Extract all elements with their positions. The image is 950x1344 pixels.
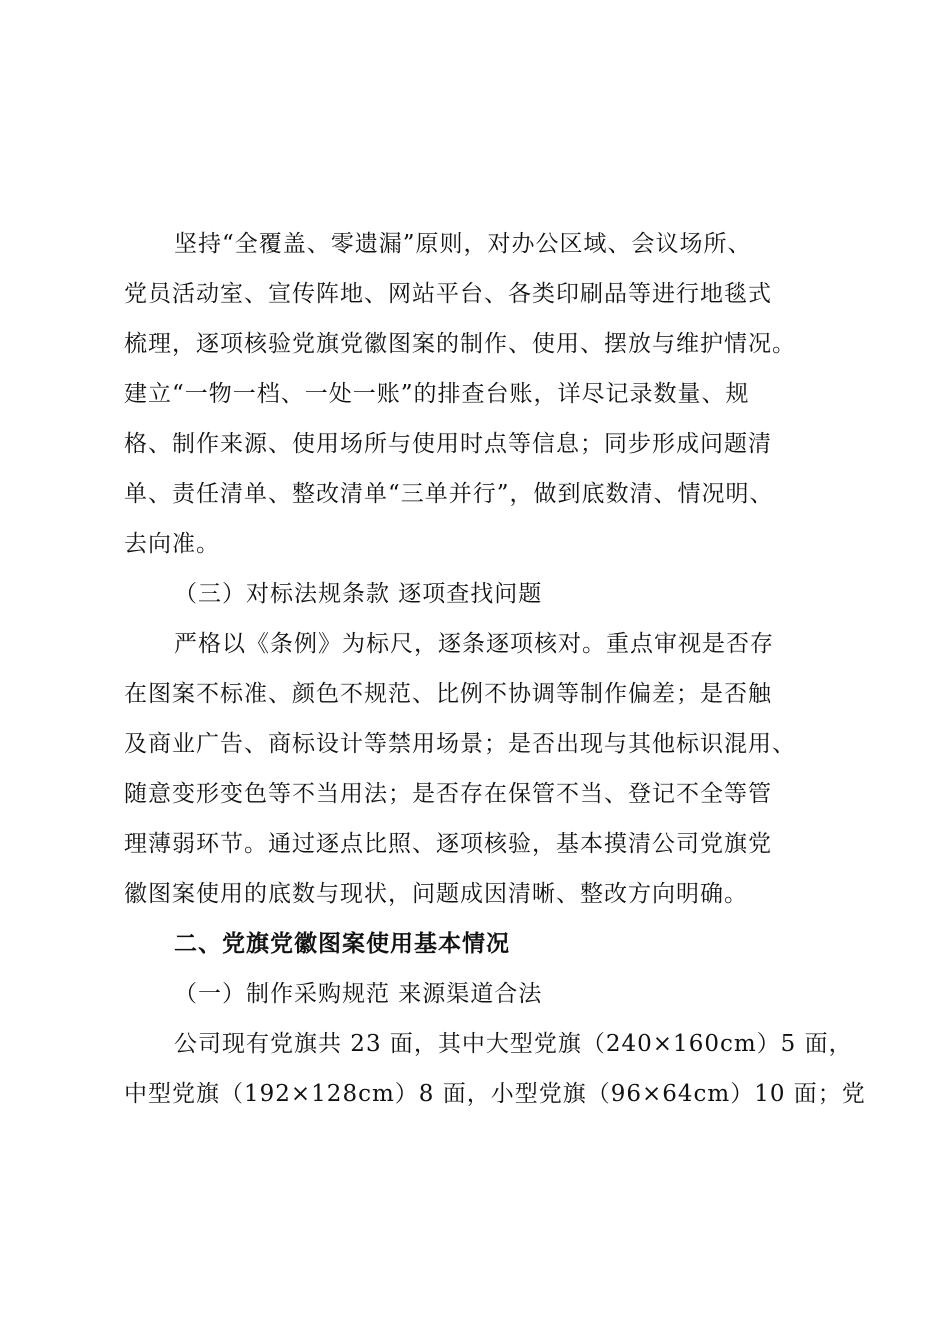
document-body	[124, 219, 866, 1119]
paragraph-inspection-scope	[124, 219, 828, 569]
paragraph-line: 严格以《条例》为标尺，逐条逐项核对。重点审视是否存	[174, 631, 774, 657]
paragraph-line: 随意变形变色等不当用法；是否存在保管不当、登记不全等管	[124, 781, 772, 807]
paragraph-line: 梳理，逐项核验党旗党徽图案的制作、使用、摆放与维护情况。	[124, 331, 796, 357]
paragraph-line: 格、制作来源、使用场所与使用时点等信息；同步形成问题清	[124, 431, 772, 457]
section-heading-usage-status: 二、党旗党徽图案使用基本情况	[174, 931, 510, 957]
paragraph-line: 在图案不标准、颜色不规范、比例不协调等制作偏差；是否触	[124, 681, 772, 707]
paragraph-line: 单、责任清单、整改清单“三单并行”，做到底数清、情况明、	[124, 481, 774, 507]
paragraph-line: 党员活动室、宣传阵地、网站平台、各类印刷品等进行地毯式	[124, 281, 772, 307]
paragraph-line: 公司现有党旗共 23 面，其中大型党旗（240×160cm）5 面，	[174, 1031, 853, 1057]
paragraph-line: 理薄弱环节。通过逐点比照、逐项核验，基本摸清公司党旗党	[124, 831, 772, 857]
paragraph-line: 及商业广告、商标设计等禁用场景；是否出现与其他标识混用、	[124, 731, 796, 757]
paragraph-line: 中型党旗（192×128cm）8 面，小型党旗（96×64cm）10 面；党	[124, 1081, 866, 1107]
paragraph-regulation-check	[124, 619, 828, 919]
paragraph-flag-inventory	[124, 1019, 866, 1119]
paragraph-line: 去向准。	[124, 531, 220, 557]
paragraph-line: 徽图案使用的底数与现状，问题成因清晰、整改方向明确。	[124, 881, 748, 907]
paragraph-line: 坚持“全覆盖、零遗漏”原则，对办公区域、会议场所、	[174, 231, 752, 257]
subheading-check-regulations: （三）对标法规条款 逐项查找问题	[174, 581, 543, 607]
subheading-procurement: （一）制作采购规范 来源渠道合法	[174, 981, 543, 1007]
paragraph-line: 建立“一物一档、一处一账”的排查台账，详尽记录数量、规	[124, 381, 750, 407]
